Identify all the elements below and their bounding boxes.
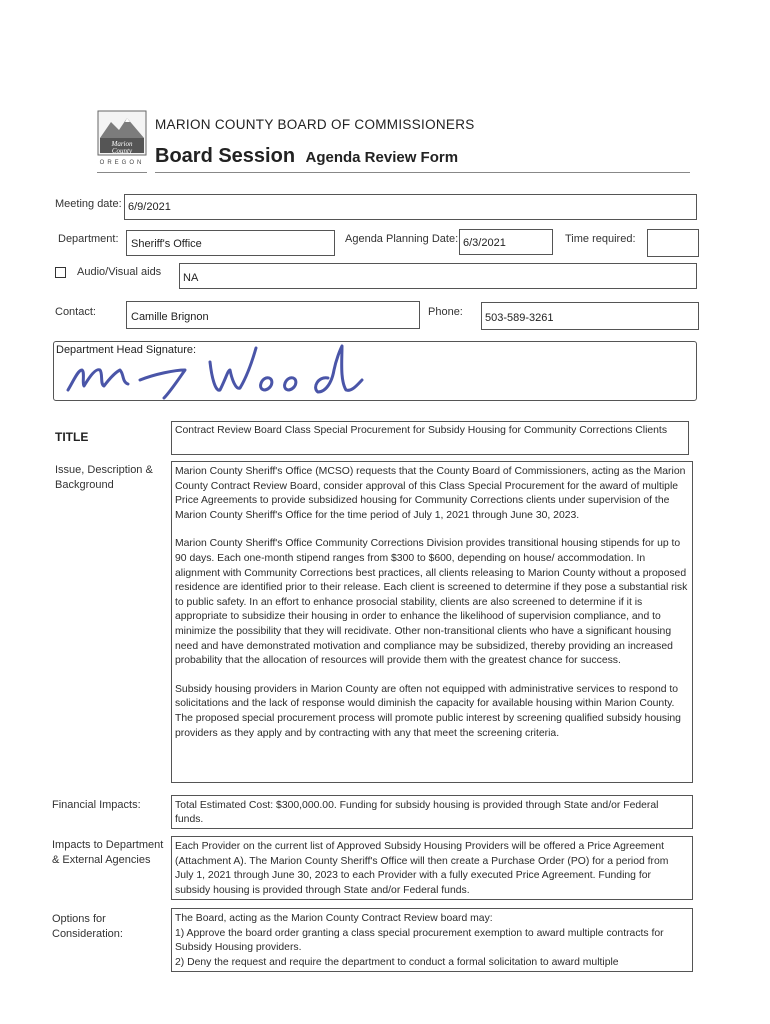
options-label: Options for Consideration: xyxy=(52,913,123,940)
av-label: Audio/Visual aids xyxy=(77,266,162,278)
issue-paragraph-1: Marion County Sheriff's Office (MCSO) requests that the County Board of Commissioners, acting as the Marion County Contract Review Board, consider approval of this Class Special Procurement for the award of multiple Price Agreements to provide subsidized housing for Community Corrections clients under supervision of the Marion County Sheriff's Office for the time period of July 1, 2021 through June 30, 2023. xyxy=(175,466,686,521)
financial-text: Total Estimated Cost: $300,000.00. Funding for subsidy housing is provided through State and/or Federal funds. xyxy=(175,800,659,825)
av-checkbox[interactable] xyxy=(55,267,66,278)
options-field[interactable] xyxy=(171,908,693,972)
title-label: TITLE xyxy=(55,430,89,444)
impacts-text: Each Provider on the current list of Approved Subsidy Housing Providers will be offered a Price Agreement (Attachment A). The Marion County Sheriff's Office will then create a Purchase Order (PO) for a period from July 1, 2021 through June 30, 2023 to each Provider with a fully executed Price Agreement. Funding for subsidy housing is provided through State and/or Federal funds. xyxy=(175,841,669,896)
options-line-3: 2) Deny the request and require the department to conduct a formal solicitation to award multiple xyxy=(175,956,619,968)
contact-value: Camille Brignon xyxy=(131,311,209,323)
form-title-rest: Agenda Review Form xyxy=(305,149,459,166)
form-title xyxy=(155,145,458,168)
department-label: Department: xyxy=(58,233,119,245)
issue-label: Issue, Description & Background xyxy=(55,464,153,491)
meeting-date-label: Meeting date: xyxy=(55,198,122,210)
phone-label: Phone: xyxy=(428,306,463,318)
department-value: Sheriff's Office xyxy=(131,238,202,250)
signature-label: Department Head Signature: xyxy=(56,344,197,356)
header-rule xyxy=(155,172,690,173)
contact-field[interactable] xyxy=(126,301,420,329)
svg-text:Marion: Marion xyxy=(111,140,133,148)
county-logo xyxy=(97,110,147,172)
av-value: NA xyxy=(183,272,199,284)
av-field[interactable] xyxy=(179,263,697,289)
issue-paragraph-2: Marion County Sheriff's Office Community Corrections Division provides transitional housing stipends for up to 90 days. Each one-month stipend ranges from $300 to $600, depending on house/ accommodation. In alignment with Community Corrections best practices, all clients releasing to Marion County without a proposed residence are identified prior to their release. Each client is screened to determine if they pose a substantial risk to public safety. In an effort to enhance prosocial stability, clients are also screened to determine if it is appropriate to subsidize their housing in order to enhance the likelihood of supervision compliance, and to minimize the possibility that they will recidivate. Other non-transitional clients who have a significant housing need and have demonstrated motivation and compliance may be subsidized, thereby providing an increased probability that the allocation of resources will provide them with the greatest chance for success. xyxy=(175,538,688,667)
planning-date-field[interactable] xyxy=(459,229,553,255)
form-title-bold: Board Session xyxy=(155,145,296,167)
options-line-2: 1) Approve the board order granting a class special procurement exemption to award multiple contracts for Subsidy Housing providers. xyxy=(175,927,664,954)
options-line-1: The Board, acting as the Marion County Contract Review board may: xyxy=(175,913,493,924)
title-text: Contract Review Board Class Special Procurement for Subsidy Housing for Community Corrections Clients xyxy=(175,425,668,436)
meeting-date-field[interactable] xyxy=(124,194,697,220)
financial-field[interactable] xyxy=(171,795,693,829)
phone-field[interactable] xyxy=(481,302,699,330)
department-field[interactable] xyxy=(126,230,335,256)
financial-label: Financial Impacts: xyxy=(52,799,141,811)
meeting-date-value: 6/9/2021 xyxy=(128,201,171,213)
org-name: MARION COUNTY BOARD OF COMMISSIONERS xyxy=(155,117,475,132)
contact-label: Contact: xyxy=(55,306,96,318)
phone-value: 503-589-3261 xyxy=(485,312,554,324)
time-required-field[interactable] xyxy=(647,229,699,257)
svg-text:County: County xyxy=(111,147,133,155)
impacts-field[interactable] xyxy=(171,836,693,900)
planning-date-label: Agenda Planning Date: xyxy=(345,233,459,245)
planning-date-value: 6/3/2021 xyxy=(463,237,506,249)
title-field[interactable] xyxy=(171,421,689,455)
logo-rule xyxy=(97,172,147,173)
issue-field[interactable] xyxy=(171,461,693,783)
time-required-label: Time required: xyxy=(565,233,636,245)
impacts-label: Impacts to Department & External Agencies xyxy=(52,839,164,866)
logo-subtext: OREGON xyxy=(99,160,145,166)
issue-paragraph-3: Subsidy housing providers in Marion County are often not equipped with administrative services to respond to solicitations and the lack of response would diminish the capacity for available housing within Marion County. The proposed special procurement process will promote public interest by screening qualified subsidy housing providers as they apply and by contracting with any that meet the screening criteria. xyxy=(175,683,681,739)
signature-image xyxy=(60,340,380,402)
